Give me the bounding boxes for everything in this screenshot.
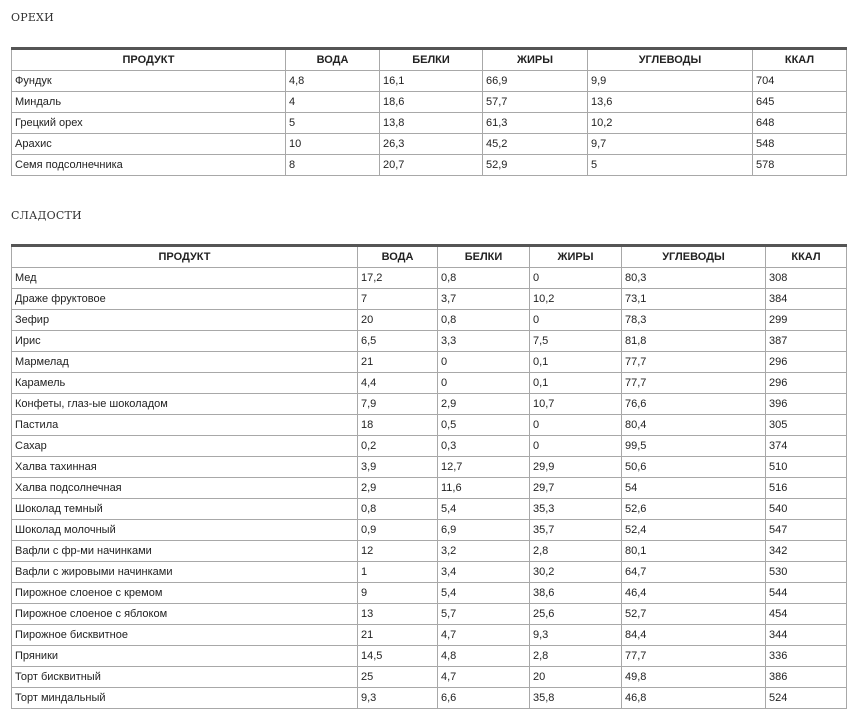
section-title-sweets: СЛАДОСТИ [11,209,82,222]
table-row [12,499,847,520]
cell-water: 8 [286,155,380,176]
table-row [12,310,847,331]
cell-fat: 30,2 [530,562,622,583]
cell-product: Конфеты, глаз-ые шоколадом [12,394,358,415]
cell-kcal: 296 [766,373,847,394]
cell-carbs: 64,7 [622,562,766,583]
table-row [12,113,847,134]
cell-kcal: 374 [766,436,847,457]
cell-kcal: 296 [766,352,847,373]
cell-water: 2,9 [358,478,438,499]
cell-protein: 4,8 [438,646,530,667]
cell-kcal: 704 [753,71,847,92]
cell-kcal: 540 [766,499,847,520]
cell-product: Вафли с фр-ми начинками [12,541,358,562]
cell-product: Торт бисквитный [12,667,358,688]
cell-water: 10 [286,134,380,155]
cell-fat: 0 [530,415,622,436]
cell-carbs: 46,4 [622,583,766,604]
nuts-table [11,47,847,176]
cell-product: Сахар [12,436,358,457]
cell-fat: 7,5 [530,331,622,352]
cell-water: 14,5 [358,646,438,667]
column-header-kcal: ККАЛ [753,49,847,71]
cell-water: 21 [358,352,438,373]
cell-protein: 20,7 [380,155,483,176]
cell-carbs: 54 [622,478,766,499]
cell-kcal: 342 [766,541,847,562]
cell-carbs: 52,7 [622,604,766,625]
cell-fat: 45,2 [483,134,588,155]
cell-protein: 11,6 [438,478,530,499]
table-row [12,583,847,604]
column-header-water: ВОДА [286,49,380,71]
cell-water: 9 [358,583,438,604]
cell-kcal: 524 [766,688,847,709]
table-row [12,415,847,436]
cell-water: 0,8 [358,499,438,520]
cell-protein: 0 [438,352,530,373]
table-row [12,625,847,646]
table-row [12,478,847,499]
cell-kcal: 645 [753,92,847,113]
cell-water: 17,2 [358,268,438,289]
column-header-carbs: УГЛЕВОДЫ [622,246,766,268]
cell-fat: 2,8 [530,646,622,667]
cell-protein: 6,9 [438,520,530,541]
cell-water: 18 [358,415,438,436]
cell-product: Мед [12,268,358,289]
cell-carbs: 77,7 [622,373,766,394]
cell-product: Мармелад [12,352,358,373]
cell-carbs: 78,3 [622,310,766,331]
table-row [12,457,847,478]
cell-protein: 0,3 [438,436,530,457]
cell-fat: 52,9 [483,155,588,176]
cell-fat: 35,7 [530,520,622,541]
cell-water: 12 [358,541,438,562]
cell-product: Пастила [12,415,358,436]
cell-fat: 66,9 [483,71,588,92]
cell-water: 7 [358,289,438,310]
table-row [12,71,847,92]
cell-water: 20 [358,310,438,331]
cell-water: 4,8 [286,71,380,92]
table-row [12,155,847,176]
cell-carbs: 77,7 [622,646,766,667]
cell-carbs: 9,7 [588,134,753,155]
cell-protein: 4,7 [438,625,530,646]
cell-protein: 16,1 [380,71,483,92]
cell-water: 0,9 [358,520,438,541]
cell-carbs: 77,7 [622,352,766,373]
cell-carbs: 13,6 [588,92,753,113]
cell-fat: 29,9 [530,457,622,478]
cell-kcal: 510 [766,457,847,478]
table-row [12,268,847,289]
cell-fat: 61,3 [483,113,588,134]
cell-kcal: 387 [766,331,847,352]
cell-fat: 10,7 [530,394,622,415]
cell-product: Пирожное слоеное с яблоком [12,604,358,625]
cell-protein: 6,6 [438,688,530,709]
cell-fat: 0,1 [530,352,622,373]
cell-protein: 3,4 [438,562,530,583]
cell-carbs: 84,4 [622,625,766,646]
cell-water: 7,9 [358,394,438,415]
cell-fat: 0 [530,436,622,457]
cell-water: 0,2 [358,436,438,457]
cell-carbs: 52,4 [622,520,766,541]
cell-water: 5 [286,113,380,134]
cell-water: 4,4 [358,373,438,394]
cell-protein: 5,4 [438,583,530,604]
sweets-table [11,244,847,709]
cell-kcal: 386 [766,667,847,688]
cell-protein: 26,3 [380,134,483,155]
cell-product: Фундук [12,71,286,92]
cell-carbs: 46,8 [622,688,766,709]
column-header-protein: БЕЛКИ [380,49,483,71]
cell-carbs: 80,3 [622,268,766,289]
cell-product: Семя подсолнечника [12,155,286,176]
cell-kcal: 384 [766,289,847,310]
cell-protein: 13,8 [380,113,483,134]
cell-kcal: 344 [766,625,847,646]
cell-product: Грецкий орех [12,113,286,134]
cell-product: Миндаль [12,92,286,113]
cell-protein: 2,9 [438,394,530,415]
cell-kcal: 544 [766,583,847,604]
cell-fat: 29,7 [530,478,622,499]
cell-kcal: 547 [766,520,847,541]
table-row [12,92,847,113]
cell-fat: 57,7 [483,92,588,113]
cell-water: 25 [358,667,438,688]
cell-fat: 0 [530,310,622,331]
column-header-fat: ЖИРЫ [530,246,622,268]
cell-product: Карамель [12,373,358,394]
cell-carbs: 49,8 [622,667,766,688]
cell-product: Вафли с жировыми начинками [12,562,358,583]
table-row [12,520,847,541]
cell-protein: 0,5 [438,415,530,436]
cell-protein: 5,7 [438,604,530,625]
table-row [12,394,847,415]
cell-protein: 3,3 [438,331,530,352]
table-row [12,289,847,310]
cell-product: Халва подсолнечная [12,478,358,499]
cell-fat: 20 [530,667,622,688]
cell-carbs: 50,6 [622,457,766,478]
column-header-product: ПРОДУКТ [12,49,286,71]
cell-product: Пирожное бисквитное [12,625,358,646]
column-header-protein: БЕЛКИ [438,246,530,268]
column-header-water: ВОДА [358,246,438,268]
cell-kcal: 548 [753,134,847,155]
cell-fat: 25,6 [530,604,622,625]
cell-protein: 18,6 [380,92,483,113]
cell-kcal: 299 [766,310,847,331]
table-row [12,562,847,583]
cell-protein: 3,7 [438,289,530,310]
section-title-nuts: ОРЕХИ [11,11,54,24]
cell-water: 4 [286,92,380,113]
cell-water: 21 [358,625,438,646]
cell-kcal: 336 [766,646,847,667]
table-row [12,134,847,155]
cell-fat: 2,8 [530,541,622,562]
cell-water: 1 [358,562,438,583]
cell-protein: 12,7 [438,457,530,478]
cell-fat: 10,2 [530,289,622,310]
cell-carbs: 9,9 [588,71,753,92]
cell-protein: 3,2 [438,541,530,562]
cell-protein: 0,8 [438,310,530,331]
cell-fat: 0 [530,268,622,289]
cell-product: Торт миндальный [12,688,358,709]
cell-protein: 4,7 [438,667,530,688]
cell-protein: 0 [438,373,530,394]
cell-protein: 5,4 [438,499,530,520]
cell-kcal: 530 [766,562,847,583]
cell-product: Халва тахинная [12,457,358,478]
cell-fat: 35,3 [530,499,622,520]
table-row [12,604,847,625]
table-row [12,688,847,709]
cell-water: 3,9 [358,457,438,478]
cell-water: 6,5 [358,331,438,352]
cell-kcal: 305 [766,415,847,436]
column-header-product: ПРОДУКТ [12,246,358,268]
cell-kcal: 516 [766,478,847,499]
cell-carbs: 80,4 [622,415,766,436]
cell-kcal: 648 [753,113,847,134]
cell-carbs: 52,6 [622,499,766,520]
cell-water: 13 [358,604,438,625]
cell-product: Пирожное слоеное с кремом [12,583,358,604]
cell-fat: 38,6 [530,583,622,604]
cell-carbs: 5 [588,155,753,176]
cell-water: 9,3 [358,688,438,709]
cell-carbs: 99,5 [622,436,766,457]
table-header-row [12,49,847,71]
cell-kcal: 578 [753,155,847,176]
cell-product: Пряники [12,646,358,667]
cell-carbs: 80,1 [622,541,766,562]
cell-carbs: 73,1 [622,289,766,310]
table-row [12,352,847,373]
cell-product: Ирис [12,331,358,352]
cell-fat: 9,3 [530,625,622,646]
table-row [12,541,847,562]
cell-carbs: 81,8 [622,331,766,352]
cell-carbs: 10,2 [588,113,753,134]
cell-product: Шоколад молочный [12,520,358,541]
cell-fat: 0,1 [530,373,622,394]
cell-product: Зефир [12,310,358,331]
table-header-row [12,246,847,268]
cell-kcal: 308 [766,268,847,289]
table-row [12,646,847,667]
cell-kcal: 396 [766,394,847,415]
cell-kcal: 454 [766,604,847,625]
column-header-fat: ЖИРЫ [483,49,588,71]
table-row [12,373,847,394]
cell-product: Арахис [12,134,286,155]
cell-fat: 35,8 [530,688,622,709]
table-row [12,331,847,352]
column-header-carbs: УГЛЕВОДЫ [588,49,753,71]
cell-protein: 0,8 [438,268,530,289]
cell-carbs: 76,6 [622,394,766,415]
cell-product: Драже фруктовое [12,289,358,310]
table-row [12,436,847,457]
table-row [12,667,847,688]
cell-product: Шоколад темный [12,499,358,520]
column-header-kcal: ККАЛ [766,246,847,268]
